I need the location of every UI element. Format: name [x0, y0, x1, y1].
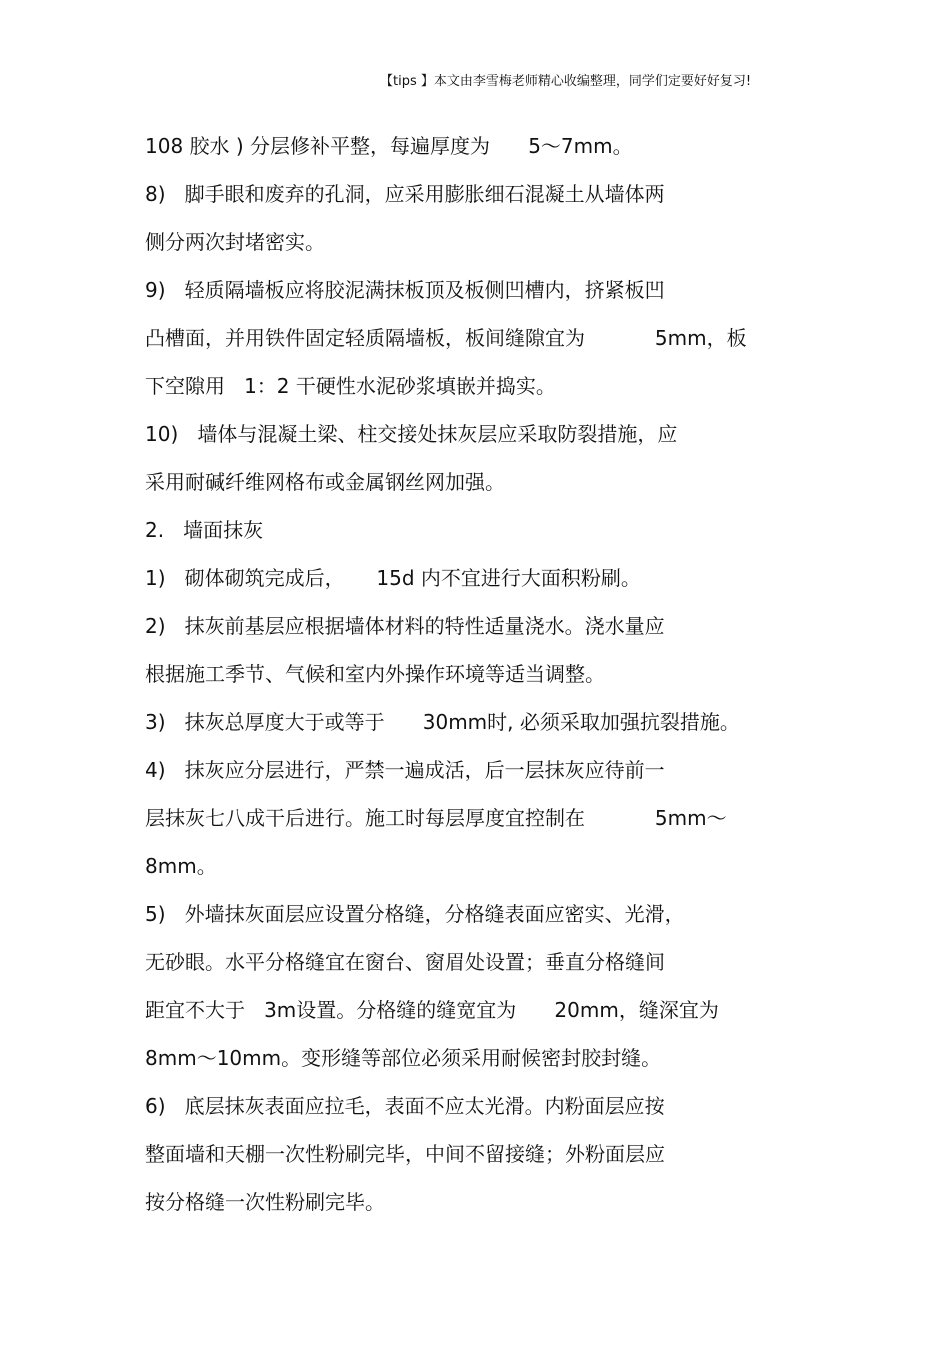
paragraph-line: 8mm。	[145, 854, 217, 878]
paragraph-line: 整面墙和天棚一次性粉刷完毕，中间不留接缝；外粉面层应	[145, 1142, 665, 1166]
paragraph-line: 8mm～10mm。变形缝等部位必须采用耐候密封胶封缝。	[145, 1046, 662, 1070]
paragraph-line: 1) 砌体砌筑完成后， 15d 内不宜进行大面积粉刷。	[145, 566, 641, 590]
paragraph-line: 侧分两次封堵密实。	[145, 230, 325, 254]
paragraph-line: 2) 抹灰前基层应根据墙体材料的特性适量浇水。浇水量应	[145, 614, 665, 638]
paragraph-line: 5) 外墙抹灰面层应设置分格缝，分格缝表面应密实、光滑，	[145, 902, 685, 926]
paragraph-line: 下空隙用 1：2 干硬性水泥砂浆填嵌并捣实。	[145, 374, 556, 398]
paragraph-line: 凸槽面，并用铁件固定轻质隔墙板，板间缝隙宜为 5mm，板	[145, 326, 747, 350]
paragraph-line: 按分格缝一次性粉刷完毕。	[145, 1190, 385, 1214]
section-heading: 2. 墙面抹灰	[145, 518, 264, 542]
paragraph-line: 9) 轻质隔墙板应将胶泥满抹板顶及板侧凹槽内，挤紧板凹	[145, 278, 665, 302]
paragraph-line: 6) 底层抹灰表面应拉毛，表面不应太光滑。内粉面层应按	[145, 1094, 665, 1118]
paragraph-line: 采用耐碱纤维网格布或金属钢丝网加强。	[145, 470, 505, 494]
paragraph-line: 层抹灰七八成干后进行。施工时每层厚度宜控制在 5mm～	[145, 806, 727, 830]
paragraph-line: 108 胶水 ) 分层修补平整，每遍厚度为 5～7mm。	[145, 134, 633, 158]
header-tips: 【tips 】本文由李雪梅老师精心收编整理，同学们定要好好复习!	[380, 74, 752, 89]
paragraph-line: 无砂眼。水平分格缝宜在窗台、窗眉处设置；垂直分格缝间	[145, 950, 665, 974]
paragraph-line: 8) 脚手眼和废弃的孔洞，应采用膨胀细石混凝土从墙体两	[145, 182, 665, 206]
paragraph-line: 距宜不大于 3m设置。分格缝的缝宽宜为 20mm，缝深宜为	[145, 998, 719, 1022]
paragraph-line: 4) 抹灰应分层进行，严禁一遍成活，后一层抹灰应待前一	[145, 758, 665, 782]
paragraph-line: 根据施工季节、气候和室内外操作环境等适当调整。	[145, 662, 605, 686]
paragraph-line: 10) 墙体与混凝土梁、柱交接处抹灰层应采取防裂措施，应	[145, 422, 678, 446]
paragraph-line: 3) 抹灰总厚度大于或等于 30mm时, 必须采取加强抗裂措施。	[145, 710, 740, 734]
